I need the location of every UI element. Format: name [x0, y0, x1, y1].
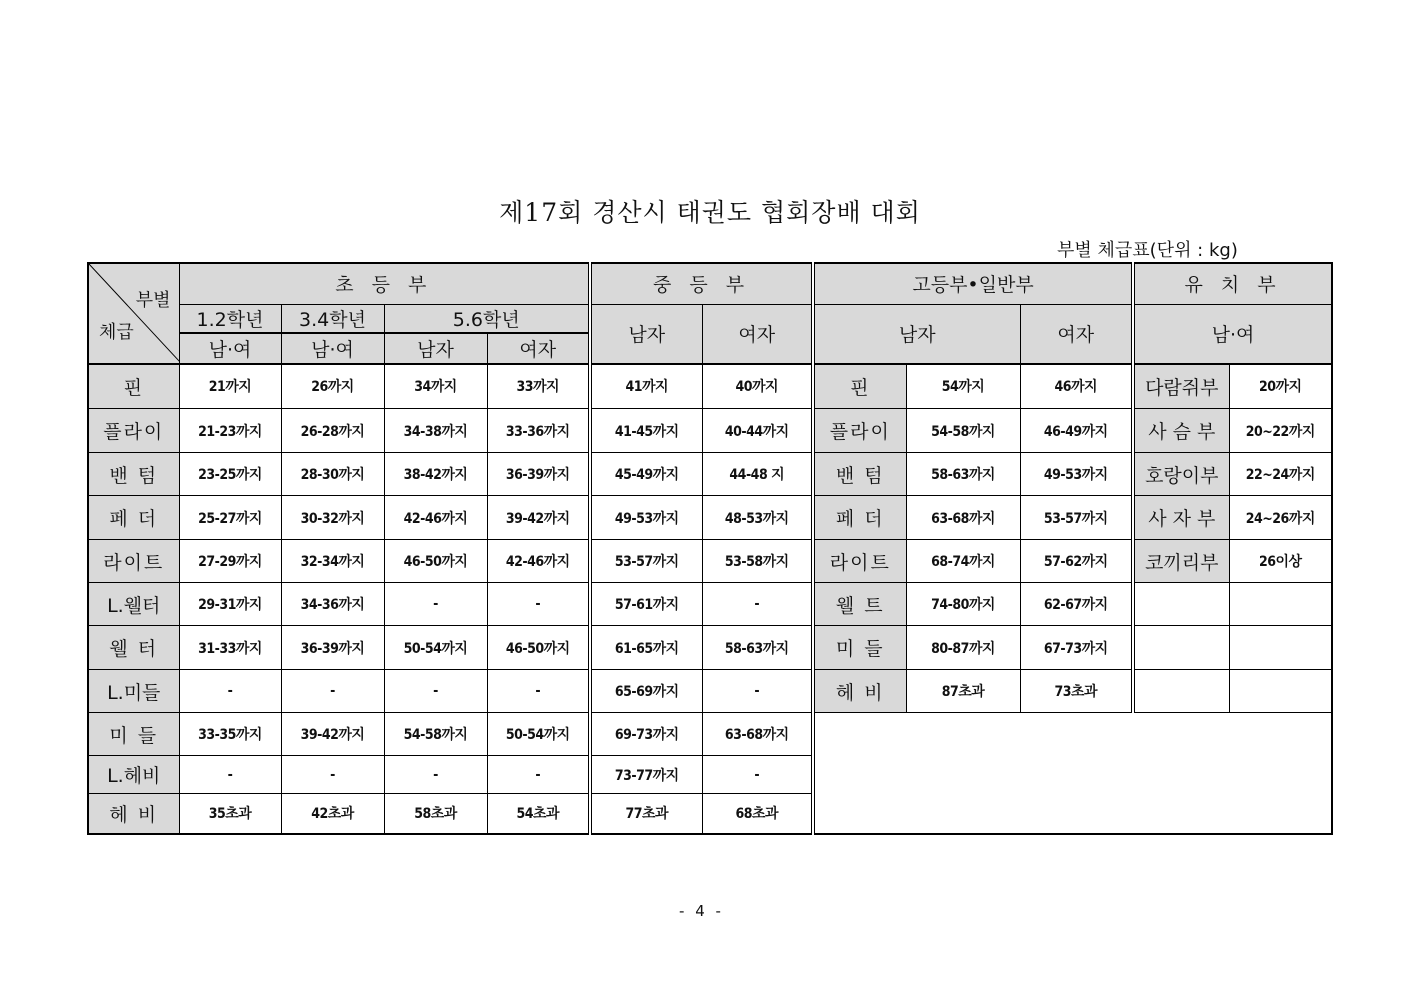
- high-class-label: 밴 텀: [813, 453, 906, 496]
- class-label: 밴 텀: [88, 453, 179, 496]
- high-female-header: 여자: [1020, 304, 1133, 364]
- document-title: 제17회 경산시 태권도 협회장배 대회: [499, 198, 921, 227]
- empty-cell: [1133, 670, 1229, 713]
- weight-cell: 24~26까지: [1229, 496, 1332, 540]
- weight-cell: 21까지: [179, 364, 281, 409]
- weight-cell: 73초과: [1020, 670, 1133, 713]
- weight-cell: 26-28까지: [281, 409, 384, 453]
- table-row: [88, 670, 1332, 713]
- weight-cell: 53-57까지: [1020, 496, 1133, 540]
- weight-cell: -: [487, 670, 590, 713]
- weight-cell: 48-53까지: [702, 496, 813, 540]
- weight-cell: -: [179, 670, 281, 713]
- corner-class-label: 체급: [99, 322, 134, 343]
- weight-cell: 22~24까지: [1229, 453, 1332, 496]
- weight-cell: 42-46까지: [487, 540, 590, 583]
- weight-cell: 25-27까지: [179, 496, 281, 540]
- weight-cell: 42-46까지: [384, 496, 487, 540]
- empty-cell: [1229, 626, 1332, 670]
- class-label: 미 들: [88, 713, 179, 756]
- weight-cell: 46-50까지: [487, 626, 590, 670]
- class-label: 페 더: [88, 496, 179, 540]
- table-row: [88, 496, 1332, 540]
- empty-cell: [1133, 583, 1229, 626]
- weight-cell: 58-63까지: [906, 453, 1020, 496]
- class-label: 헤 비: [88, 794, 179, 834]
- table-row: [88, 626, 1332, 670]
- class-label: L.헤비: [88, 756, 179, 794]
- weight-cell: 27-29까지: [179, 540, 281, 583]
- high-class-label: 페 더: [813, 496, 906, 540]
- weight-cell: 74-80까지: [906, 583, 1020, 626]
- weight-cell: -: [384, 756, 487, 794]
- weight-cell: 87초과: [906, 670, 1020, 713]
- class-label: 핀: [88, 364, 179, 409]
- weight-cell: 33까지: [487, 364, 590, 409]
- high-class-label: 핀: [813, 364, 906, 409]
- weight-cell: 26까지: [281, 364, 384, 409]
- middle-female-header: 여자: [702, 304, 813, 364]
- table-corner-header: [88, 263, 179, 364]
- weight-cell: -: [702, 756, 813, 794]
- table-row: [88, 583, 1332, 626]
- weight-cell: 65-69까지: [590, 670, 702, 713]
- high-class-label: 플라이: [813, 409, 906, 453]
- corner-diagonal-line: [89, 264, 179, 362]
- weight-cell: 46까지: [1020, 364, 1133, 409]
- weight-cell: 54-58까지: [906, 409, 1020, 453]
- weight-cell: 68-74까지: [906, 540, 1020, 583]
- weight-cell: 39-42까지: [281, 713, 384, 756]
- weight-cell: 38-42까지: [384, 453, 487, 496]
- weight-cell: 40까지: [702, 364, 813, 409]
- weight-cell: 49-53까지: [590, 496, 702, 540]
- weight-cell: 80-87까지: [906, 626, 1020, 670]
- kinder-mixed-header: 남·여: [1133, 304, 1332, 364]
- weight-cell: 73-77까지: [590, 756, 702, 794]
- kinder-class-label: 다람쥐부: [1133, 364, 1229, 409]
- weight-cell: -: [384, 583, 487, 626]
- weight-cell: 54까지: [906, 364, 1020, 409]
- weight-cell: 62-67까지: [1020, 583, 1133, 626]
- weight-cell: 57-61까지: [590, 583, 702, 626]
- weight-cell: 54초과: [487, 794, 590, 834]
- weight-cell: 49-53까지: [1020, 453, 1133, 496]
- weight-cell: 46-50까지: [384, 540, 487, 583]
- weight-cell: -: [281, 756, 384, 794]
- weight-cell: -: [702, 583, 813, 626]
- mixed-12-header: 남·여: [179, 333, 281, 364]
- weight-cell: 33-36까지: [487, 409, 590, 453]
- table-row: [88, 713, 1332, 756]
- middle-male-header: 남자: [590, 304, 702, 364]
- weight-cell: 44-48 지: [702, 453, 813, 496]
- grade-12-header: 1.2학년: [179, 304, 281, 333]
- weight-cell: 36-39까지: [487, 453, 590, 496]
- weight-cell: 34-38까지: [384, 409, 487, 453]
- middle-school-header: 중 등 부: [590, 263, 813, 304]
- kinder-class-label: 사 슴 부: [1133, 409, 1229, 453]
- weight-cell: 63-68까지: [906, 496, 1020, 540]
- weight-cell: 58초과: [384, 794, 487, 834]
- weight-cell: 35초과: [179, 794, 281, 834]
- weight-cell: 41-45까지: [590, 409, 702, 453]
- weight-cell: 36-39까지: [281, 626, 384, 670]
- weight-cell: 21-23까지: [179, 409, 281, 453]
- high-class-label: 웰 트: [813, 583, 906, 626]
- weight-cell: 77초과: [590, 794, 702, 834]
- class-label: 라이트: [88, 540, 179, 583]
- weight-cell: 54-58까지: [384, 713, 487, 756]
- weight-cell: -: [179, 756, 281, 794]
- weight-cell: 40-44까지: [702, 409, 813, 453]
- weight-cell: 45-49까지: [590, 453, 702, 496]
- weight-cell: 53-58까지: [702, 540, 813, 583]
- weight-cell: -: [487, 756, 590, 794]
- class-label: 플라이: [88, 409, 179, 453]
- class-label: L.웰터: [88, 583, 179, 626]
- weight-cell: 58-63까지: [702, 626, 813, 670]
- weight-cell: 33-35까지: [179, 713, 281, 756]
- weight-cell: 26이상: [1229, 540, 1332, 583]
- weight-cell: 20~22까지: [1229, 409, 1332, 453]
- class-label: L.미들: [88, 670, 179, 713]
- empty-cell: [1229, 670, 1332, 713]
- weight-cell: 67-73까지: [1020, 626, 1133, 670]
- kindergarten-header: 유 치 부: [1133, 263, 1332, 304]
- class-label: 웰 터: [88, 626, 179, 670]
- corner-division-label: 부별: [135, 290, 171, 311]
- male-56-header: 남자: [384, 333, 487, 364]
- grade-34-header: 3.4학년: [281, 304, 384, 333]
- page-number: - 4 -: [679, 902, 724, 920]
- weight-cell: -: [281, 670, 384, 713]
- table-row: [88, 364, 1332, 409]
- table-row: [88, 453, 1332, 496]
- weight-cell: 50-54까지: [384, 626, 487, 670]
- weight-cell: 61-65까지: [590, 626, 702, 670]
- high-general-header: 고등부•일반부: [813, 263, 1133, 304]
- weight-cell: 29-31까지: [179, 583, 281, 626]
- weight-cell: 69-73까지: [590, 713, 702, 756]
- weight-cell: 46-49까지: [1020, 409, 1133, 453]
- female-56-header: 여자: [487, 333, 590, 364]
- high-male-header: 남자: [813, 304, 1020, 364]
- weight-cell: 32-34까지: [281, 540, 384, 583]
- high-class-label: 헤 비: [813, 670, 906, 713]
- weight-cell: 23-25까지: [179, 453, 281, 496]
- weight-cell: 39-42까지: [487, 496, 590, 540]
- weight-cell: 28-30까지: [281, 453, 384, 496]
- high-class-label: 미 들: [813, 626, 906, 670]
- high-class-label: 라이트: [813, 540, 906, 583]
- unit-note: 부별 체급표(단위 : kg): [1057, 240, 1238, 261]
- weight-cell: 20까지: [1229, 364, 1332, 409]
- weight-cell: 68초과: [702, 794, 813, 834]
- weight-cell: 57-62까지: [1020, 540, 1133, 583]
- weight-cell: 30-32까지: [281, 496, 384, 540]
- weight-cell: -: [702, 670, 813, 713]
- weight-cell: 34-36까지: [281, 583, 384, 626]
- grade-56-header: 5.6학년: [384, 304, 590, 333]
- weight-cell: 41까지: [590, 364, 702, 409]
- elementary-header: 초 등 부: [179, 263, 590, 304]
- empty-cell: [1229, 583, 1332, 626]
- empty-cell: [1133, 626, 1229, 670]
- kinder-class-label: 호랑이부: [1133, 453, 1229, 496]
- weight-cell: -: [487, 583, 590, 626]
- weight-cell: 53-57까지: [590, 540, 702, 583]
- weight-cell: 31-33까지: [179, 626, 281, 670]
- kinder-class-label: 사 자 부: [1133, 496, 1229, 540]
- blank-area: [813, 713, 1332, 834]
- weight-cell: 42초과: [281, 794, 384, 834]
- kinder-class-label: 코끼리부: [1133, 540, 1229, 583]
- table-row: [88, 540, 1332, 583]
- mixed-34-header: 남·여: [281, 333, 384, 364]
- table-row: [88, 409, 1332, 453]
- weight-cell: 63-68까지: [702, 713, 813, 756]
- weight-cell: 34까지: [384, 364, 487, 409]
- weight-cell: -: [384, 670, 487, 713]
- weight-class-table: [87, 262, 1333, 835]
- weight-cell: 50-54까지: [487, 713, 590, 756]
